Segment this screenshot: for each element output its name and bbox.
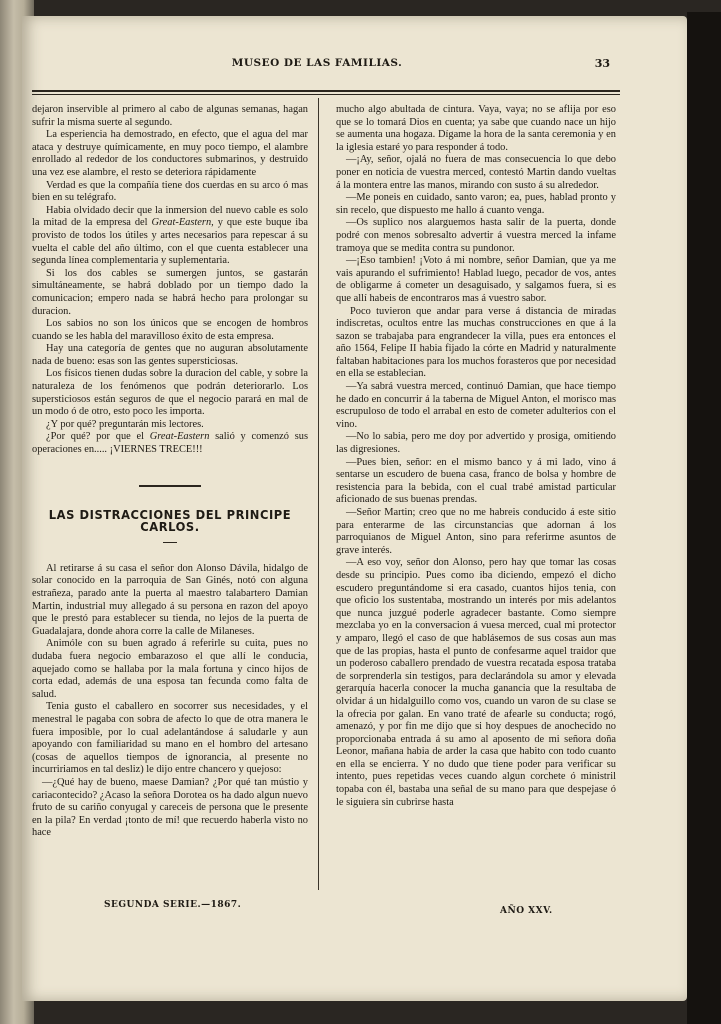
header-rule — [32, 90, 620, 92]
paragraph: —Me poneis en cuidado, santo varon; ea, pues, hablad pronto y sin recelo, que dispuesto me hallo á cuanto venga. — [336, 192, 616, 216]
paragraph: Los físicos tienen dudas sobre la duracion del cable, y sobre la naturaleza de los fenómenos que podrán deteriorarlo. Los supersticiosos están seguros de que el negocio parará en mal de un modo ó de otro, esto poco les importa. — [32, 368, 308, 418]
page-number: 33 — [594, 57, 610, 70]
paragraph: —¡Eso tambien! ¡Voto á mi nombre, señor Damian, que ya me vais apurando el sufrimiento! Hablad luego, pecador de vos, antes de obligarme á cometer un desaguisado, y salgamos fuera, si es que allí habeis de encontraros mas á vuestro sabor. — [336, 255, 616, 304]
paragraph: dejaron inservible al primero al cabo de algunas semanas, hagan sufrir la misma suerte al segundo. — [32, 104, 308, 128]
footer-year: AÑO XXV. — [500, 906, 553, 916]
column-separator — [318, 98, 319, 890]
paragraph: Verdad es que la compañía tiene dos cuerdas en su arco ó mas bien en su telégrafo. — [32, 179, 308, 204]
footer-series: SEGUNDA SERIE.—1867. — [104, 900, 242, 910]
paragraph: Habia olvidado decir que la inmersion del nuevo cable es solo la mitad de la empresa del Great-Eastern, y que este buque iba provisto de todos los útiles y artes necesarios para repescar á su vuelta el cable del año último, con el que cuenta establecer una segunda línea complementaria y suplementaria. — [32, 204, 308, 267]
paragraph: Si los dos cables se sumergen juntos, se gastarán simultáneamente, se habrá doblado por un tiempo dado la comunicacion; empero nada se habrá hecho para prolongar su duracion. — [32, 267, 308, 317]
paragraph: —¡Ay, señor, ojalá no fuera de mas consecuencia lo que debo poner en noticia de vuestra merced, contestó Martin dando vueltas á la montera entre las manos, mirando con susto á su alrededor. — [336, 154, 616, 191]
paragraph: —Ya sabrá vuestra merced, continuó Damian, que hace tiempo he dado en concurrir á la taberna de Miguel Anton, el morisco mas escrupuloso de todo el arrabal en esto de cometer adulterios con el vino. — [336, 381, 616, 430]
paragraph: —¿Qué hay de bueno, maese Damian? ¿Por qué tan mústio y cariacontecido? ¿Acaso la señora Dorotea os ha dado algun nuevo fruto de su cariño conyugal y careceis de persona que le presente en la pila? En verdad ¡tonto de mí! que recuerdo haberla visto no hace — [32, 776, 308, 839]
section-divider — [139, 485, 201, 487]
title-dash — [163, 542, 177, 543]
header-rule-thin — [32, 94, 620, 95]
paragraph: Animóle con su buen agrado á referirle su cuita, pues no dudaba fuera negocio embarazoso el que allí le conducia, aquejado como se hallaba por la mala fortuna y cinco hijos de corta edad, además de una esposa tan fecunda como falta de salud. — [32, 638, 308, 700]
page-header — [32, 57, 610, 71]
paragraph: Hay una categoría de gentes que no auguran absolutamente nada de bueno: esas son las gentes supersticiosas. — [32, 343, 308, 367]
ship-name: Great-Eastern — [149, 431, 210, 443]
paragraph: Al retirarse á su casa el señor don Alonso Dávila, hidalgo de solar conocido en la parroquia de San Ginés, notó con alguna estrañeza, parado ante la puerta al maestro talabartero Damian Martin, industrial muy allegado á su persona en razon del apoyo que le prestó para establecer su tienda, no lejos de la puerta de Guadalajara, donde ahora corre la calle de Milaneses. — [32, 562, 308, 637]
right-column — [336, 104, 616, 809]
paragraph: —No lo sabia, pero me doy por advertido y prosiga, omitiendo las digresiones. — [336, 431, 616, 456]
paragraph: Poco tuvieron que andar para verse á distancia de miradas indiscretas, ocultos entre las muchas construcciones en que á la sazon se trabajaba para engrandecer la villa, pues era entonces el año 1564, Felipe II habia fijado la córte en Madrid y naturalmente faltaban habitaciones para los muchos forasteros que por necesidad en ella se establecian. — [336, 305, 616, 380]
paragraph: ¿Y por qué? preguntarán mis lectores. — [46, 418, 204, 430]
paragraph: —Señor Martin; creo que no me habreis conducido á este sitio para enterarme de las circunstancias que adornan á los parroquianos de Miguel Anton, sino para referirme asuntos de grave interés. — [336, 507, 616, 556]
paragraph: La esperiencia ha demostrado, en efecto, que el agua del mar ataca y destruye químicamente, en muy poco tiempo, el alambre enrollado al rededor de los conductores submarinos, y destruido una vez ese alambre, el resto se deteriora rápidamente — [32, 129, 308, 178]
paragraph: Los sabios no son los únicos que se encogen de hombros cuando se les habla del maravilloso éxito de esta empresa. — [32, 318, 308, 342]
paragraph: —Pues bien, señor: en el mismo banco y á mi lado, vino á sentarse un escudero de buena casa, franco de bolsa y hombre de resistencia para la bebida, con el cual trabé amistad particular aficionado de sus buenas prendas. — [336, 456, 616, 506]
ship-name: Great-Eastern, — [151, 217, 214, 229]
paragraph: ¿Por qué? por que el Great-Eastern salió y comenzó sus operaciones en..... ¡VIERNES TRECE!!! — [32, 431, 308, 456]
scan-background — [687, 12, 721, 1024]
paragraph: —Os suplico nos alarguemos hasta salir de la puerta, donde podré con menos sobresalto advertir á vuestra merced la infame tramoya que se medita contra su pundonor. — [336, 217, 616, 254]
paragraph: Tenia gusto el caballero en socorrer sus necesidades, y el menestral le pagaba con sobra de afecto lo que de otra manera le fuera imposible, por lo cual adelantándose á saludarle y aun apoyando con familiaridad su mano en el hombro del artesano (cosas de aquellos tiempos de ignorancia, al presente no incurririamos en tal desliz) le dijo entre chancero y quejoso: — [32, 701, 308, 776]
running-title: MUSEO DE LAS FAMILIAS. — [231, 57, 403, 69]
paragraph: —A eso voy, señor don Alonso, pero hay que tomar las cosas desde su principio. Pues como iba diciendo, empezó el dicho escudero preguntándome si era casado, cuantos hijos tenia, con que oficio los sustentaba, mostrando un interés por mis adelantos que nunca juzgué poderle agradecer bastante. Como siempre mezclaba yo en la conversacion á vuesa merced, cual mi protector y amparo, llegó el caso de que hablásemos de sus cosas aun mas que de las propias, hasta el punto de confesarme aquel traidor que un poderoso caballero prendado de vuestra recatada esposa trataba de sorprenderla sin testigos, para declarándola su amor y elevada gerarquía hacerla conocer la mucha ganancia que la resultaba de olvidar á un hidalguillo como vos, cuando un varon de su clase se la ofrecia por galan. En vano traté de afearle su conducta; rogó, amenazó, y por fin me dijo que si hoy despues de anochecido no proporcionaba entrada á su amo al aposento de mi señora doña Leonor, mañana habia de arder la casa que habito con todo cuanto en ella se encierra. Y no dudo que tiene poder para verificar su intento, pues repetidas veces cuando algun corchete ó ministril topaba con él, bastaba una señal de su mano para que despejase ó le siguiera sin cubrirse hasta — [336, 557, 616, 808]
chapter-title: LAS DISTRACCIONES DEL PRINCIPE CARLOS. — [48, 506, 292, 535]
paragraph: mucho algo abultada de cintura. Vaya, vaya; no se aflija por eso que se lo tomará Dios en cuenta; ya sabe que cuando nace un hijo se aumenta una hogaza. Dígame la hora de la santa ceremonia y en la iglesia estaré yo para responder á todo. — [336, 104, 616, 153]
left-column — [32, 104, 308, 840]
